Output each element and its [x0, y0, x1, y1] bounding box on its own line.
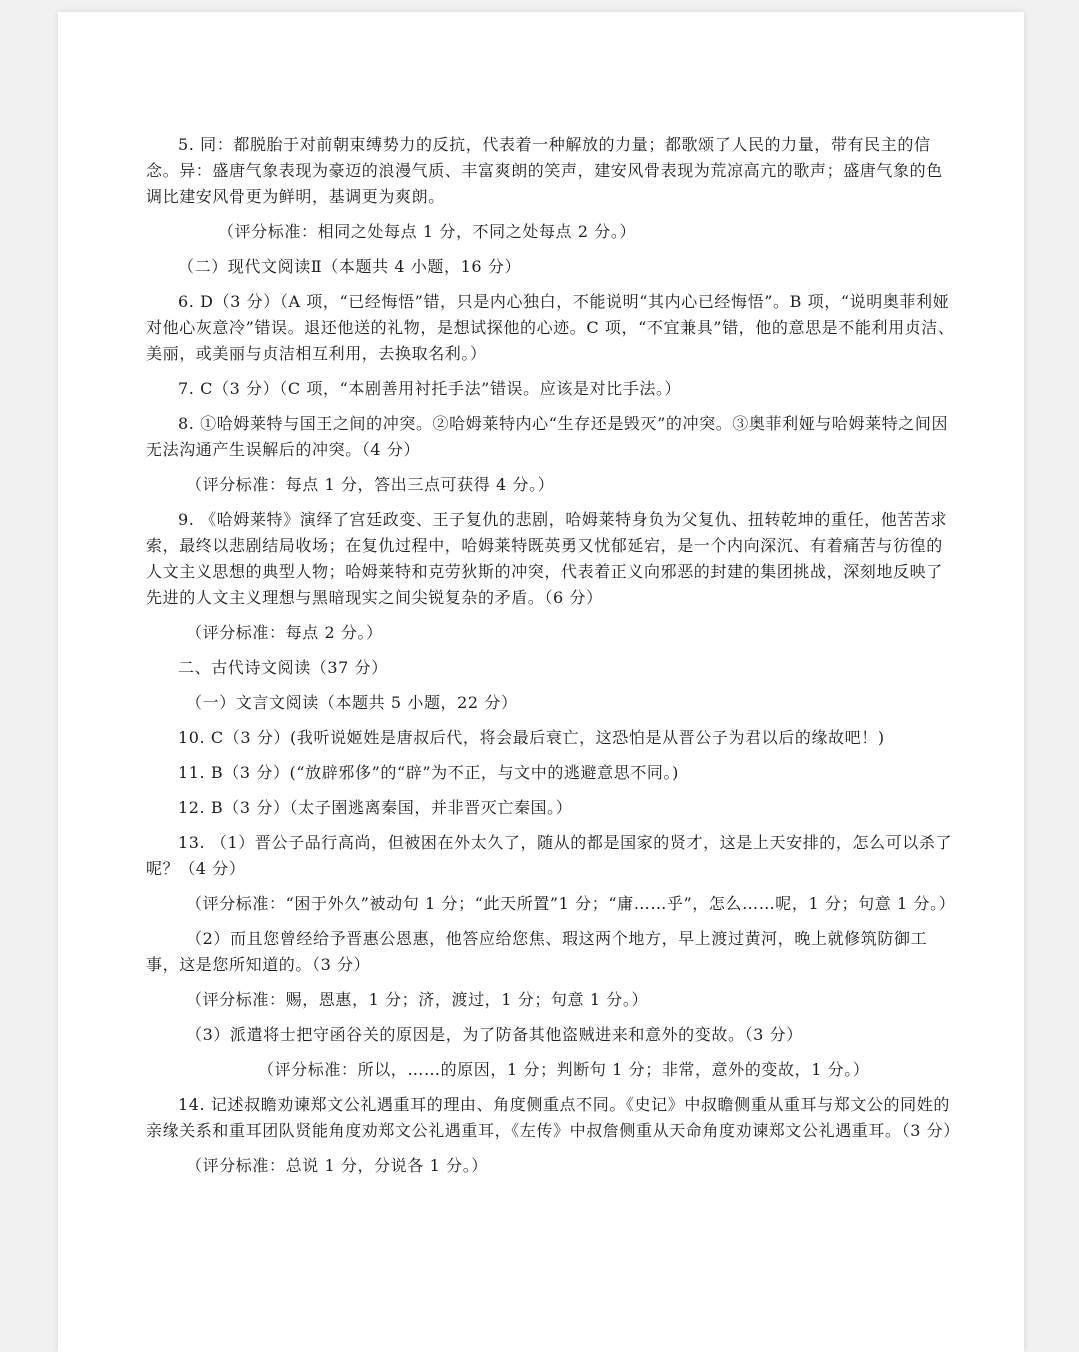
scoring-note-q13-1: （评分标准：“困于外久”被动句 1 分；“此天所置”1 分；“庸……乎”，怎么……呢，1 分；句意 1 分。）: [186, 894, 956, 913]
answer-q13-1: 13. （1）晋公子品行高尚，但被困在外太久了，随从的都是国家的贤才，这是上天安排的，怎么可以杀了呢？（4 分）: [146, 833, 953, 878]
answer-q5: 5. 同：都脱胎于对前朝束缚势力的反抗，代表着一种解放的力量；都歌颂了人民的力量，带有民主的信念。异：盛唐气象表现为豪迈的浪漫气质、丰富爽朗的笑声，建安风骨表现为荒凉高亢的歌声；盛唐气象的色调比建安风骨更为鲜明，基调更为爽朗。: [146, 135, 943, 206]
answer-q14: 14. 记述叔瞻劝谏郑文公礼遇重耳的理由、角度侧重点不同。《史记》中叔瞻侧重从重耳与郑文公的同姓的亲缘关系和重耳团队贤能角度劝郑文公礼遇重耳，《左传》中叔詹侧重从天命角度劝谏郑文公礼遇重耳。（3 分）: [146, 1095, 960, 1140]
answer-q11: 11. B（3 分）(“放辟邪侈”的“辟”为不正，与文中的逃避意思不同。): [178, 763, 679, 782]
scoring-note-q8: （评分标准：每点 1 分，答出三点可获得 4 分。）: [186, 475, 555, 494]
answer-q13-2: （2）而且您曾经给予晋惠公恩惠，他答应给您焦、瑕这两个地方，早上渡过黄河，晚上就修筑防御工事，这是您所知道的。（3 分）: [146, 929, 928, 974]
answer-q6: 6. D（3 分）（A 项，“已经悔悟”错，只是内心独白，不能说明“其内心已经悔悟”。B 项，“说明奥菲利娅对他心灰意冷”错误。退还他送的礼物，是想试探他的心迹。C 项，“不宜兼具”错，他的意思是不能利用贞洁、美丽，或美丽与贞洁相互利用，去换取名利。）: [146, 292, 955, 363]
scoring-note-q13-3: （评分标准：所以，……的原因，1 分；判断句 1 分；非常，意外的变故，1 分。）: [258, 1060, 870, 1079]
section-heading-classical-chinese: （一）文言文阅读（本题共 5 小题，22 分）: [186, 693, 518, 712]
answer-q12: 12. B（3 分）（太子圉逃离秦国，并非晋灭亡秦国。）: [178, 798, 573, 817]
answer-key-content: [146, 132, 960, 1188]
document-page: [58, 12, 1024, 1352]
answer-q7: 7. C（3 分）（C 项，“本剧善用衬托手法”错误。应该是对比手法。）: [178, 379, 682, 398]
scoring-note-q9: （评分标准：每点 2 分。）: [186, 623, 383, 642]
answer-q8: 8. ①哈姆莱特与国王之间的冲突。②哈姆莱特内心“生存还是毁灭”的冲突。③奥菲利娅与哈姆莱特之间因无法沟通产生误解后的冲突。（4 分）: [146, 414, 949, 459]
scoring-note-q14: （评分标准：总说 1 分，分说各 1 分。）: [186, 1156, 488, 1175]
answer-q9: 9. 《哈姆莱特》演绎了宫廷政变、王子复仇的悲剧，哈姆莱特身负为父复仇、扭转乾坤的重任，他苦苦求索，最终以悲剧结局收场；在复仇过程中，哈姆莱特既英勇又忧郁延宕，是一个内向深沉、有着痛苦与彷徨的人文主义思想的典型人物；哈姆莱特和克劳狄斯的冲突，代表着正义向邪恶的封建的集团挑战，深刻地反映了先进的人文主义理想与黑暗现实之间尖锐复杂的矛盾。（6 分）: [146, 510, 948, 607]
answer-q13-3: （3）派遣将士把守函谷关的原因是，为了防备其他盗贼进来和意外的变故。（3 分）: [186, 1025, 803, 1044]
answer-q10: 10. C（3 分）(我听说姬姓是唐叔后代，将会最后衰亡，这恐怕是从晋公子为君以后的缘故吧！): [178, 728, 885, 747]
scoring-note-q5: （评分标准：相同之处每点 1 分，不同之处每点 2 分。）: [218, 222, 637, 241]
section-heading-ancient-poetry: 二、古代诗文阅读（37 分）: [178, 658, 388, 677]
section-heading-modern-reading-2: （二）现代文阅读Ⅱ（本题共 4 小题，16 分）: [178, 257, 522, 276]
scoring-note-q13-2: （评分标准：赐，恩惠，1 分；济，渡过，1 分；句意 1 分。）: [186, 990, 649, 1009]
